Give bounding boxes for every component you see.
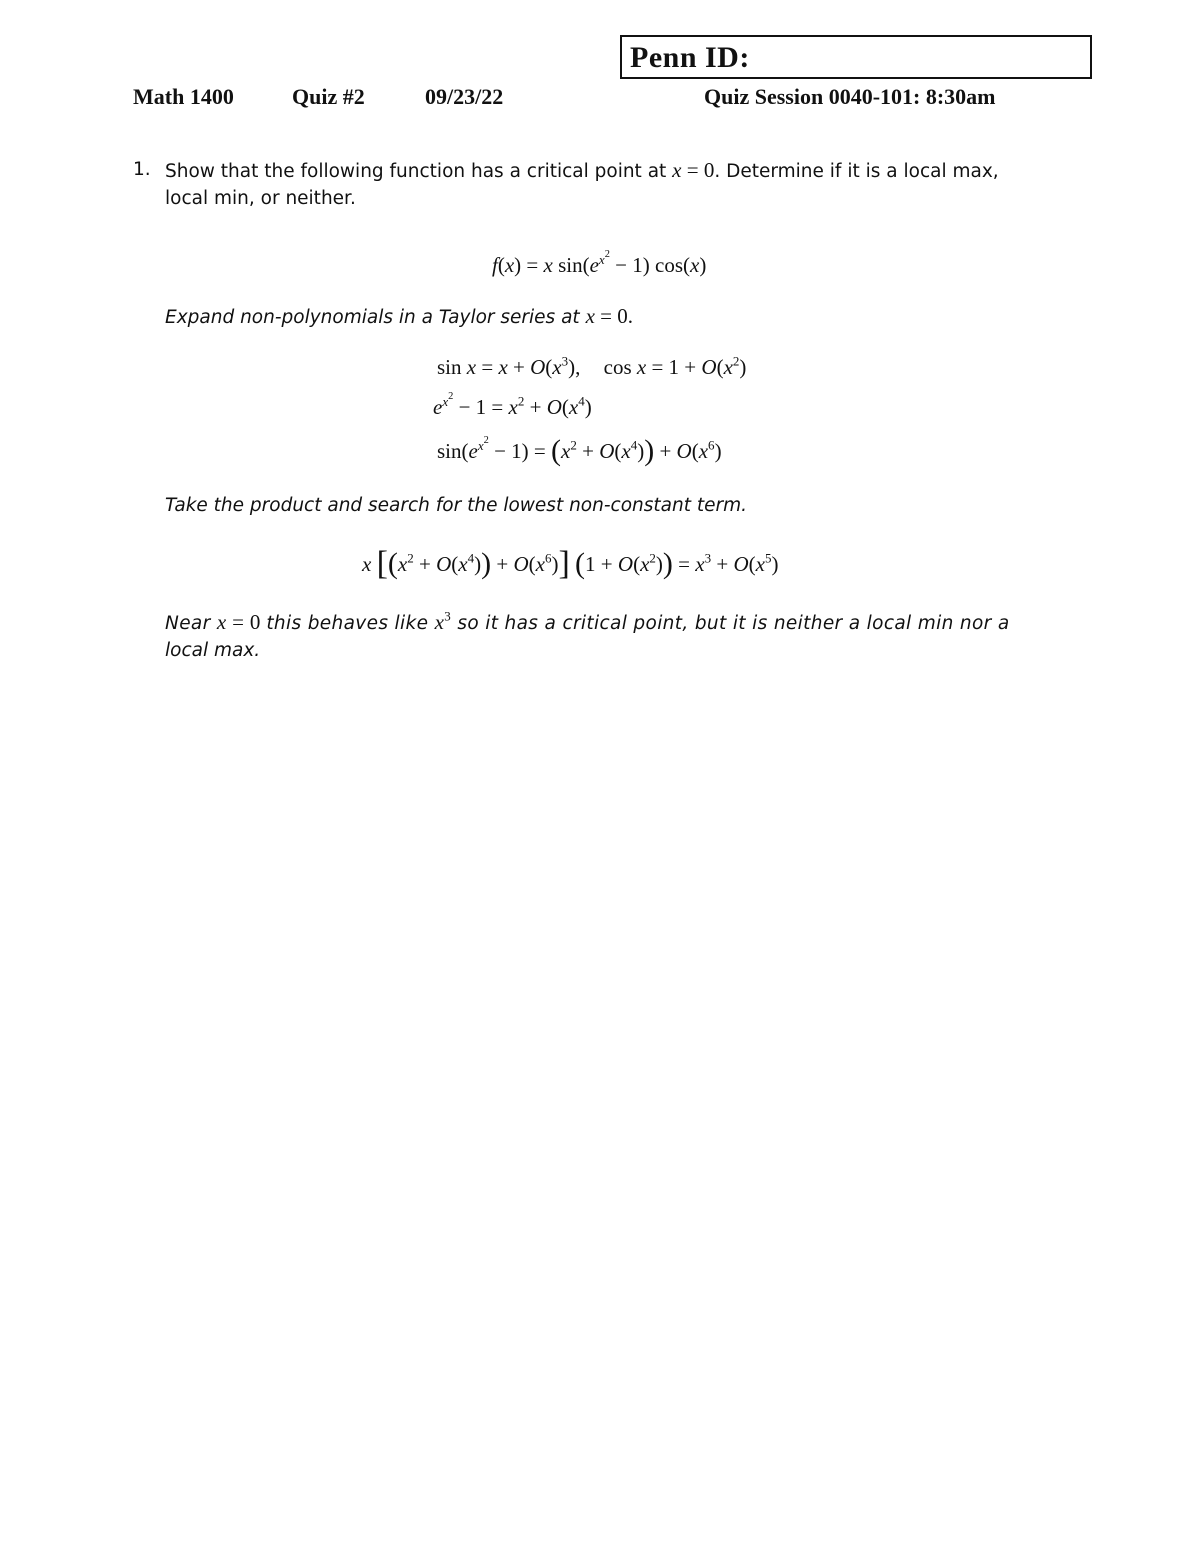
conclusion-text-b: this behaves like	[266, 613, 429, 634]
step1-text: Expand non-polynomials in a Taylor series at	[165, 307, 580, 328]
problem-statement-line2: local min, or neither.	[165, 188, 356, 209]
expansion-exp: $e^{x^2} - 1 = x^2 + O(x^4)$	[433, 390, 592, 419]
penn-id-box	[620, 35, 1092, 79]
solution-step2: Take the product and search for the lowest non-constant term.	[165, 495, 747, 516]
expansion-composite: $\sin(e^{x^2} - 1) = (x^2 + O(x^4)) + O(x^6)$	[437, 434, 722, 467]
quiz-session: Quiz Session 0040-101: 8:30am	[704, 84, 996, 109]
problem-statement-line1: Show that the following function has a critical point at x = 0. Determine if it is a local max,	[165, 158, 999, 182]
expansion-sin-cos: $\sin x = x + O(x^3)$, $\cos x = 1 + O(x^2)$	[437, 353, 747, 379]
course-name: Math 1400	[133, 84, 234, 109]
product-expression: x $[(x^2 + O(x^4)) + O(x^6)] (1 + O(x^2)) = x^3 + O(x^5)$	[362, 545, 779, 582]
function-definition: f(x) = x $\sin(e^{x^2} - 1)$ cos(x)	[492, 248, 707, 277]
conclusion-text-c: so it has a critical point, but it is neither a local min nor a	[457, 613, 1010, 634]
conclusion-line2: local max.	[165, 640, 261, 661]
penn-id-label: Penn ID:	[630, 41, 750, 74]
statement-text-b: . Determine if it is a local max,	[714, 161, 999, 182]
problem-number: 1.	[133, 159, 151, 180]
conclusion-text-a: Near	[165, 613, 211, 634]
math-x-eq-0: x	[672, 158, 682, 182]
statement-text-a: Show that the following function has a critical point at	[165, 161, 667, 182]
conclusion-line1: Near x = 0 this behaves like $x^3$ so it has a critical point, but it is neither a local min nor a	[165, 608, 1010, 634]
quiz-date: 09/23/22	[425, 84, 504, 109]
quiz-number: Quiz #2	[292, 84, 365, 109]
solution-step1: Expand non-polynomials in a Taylor series at x = 0.	[165, 304, 633, 328]
